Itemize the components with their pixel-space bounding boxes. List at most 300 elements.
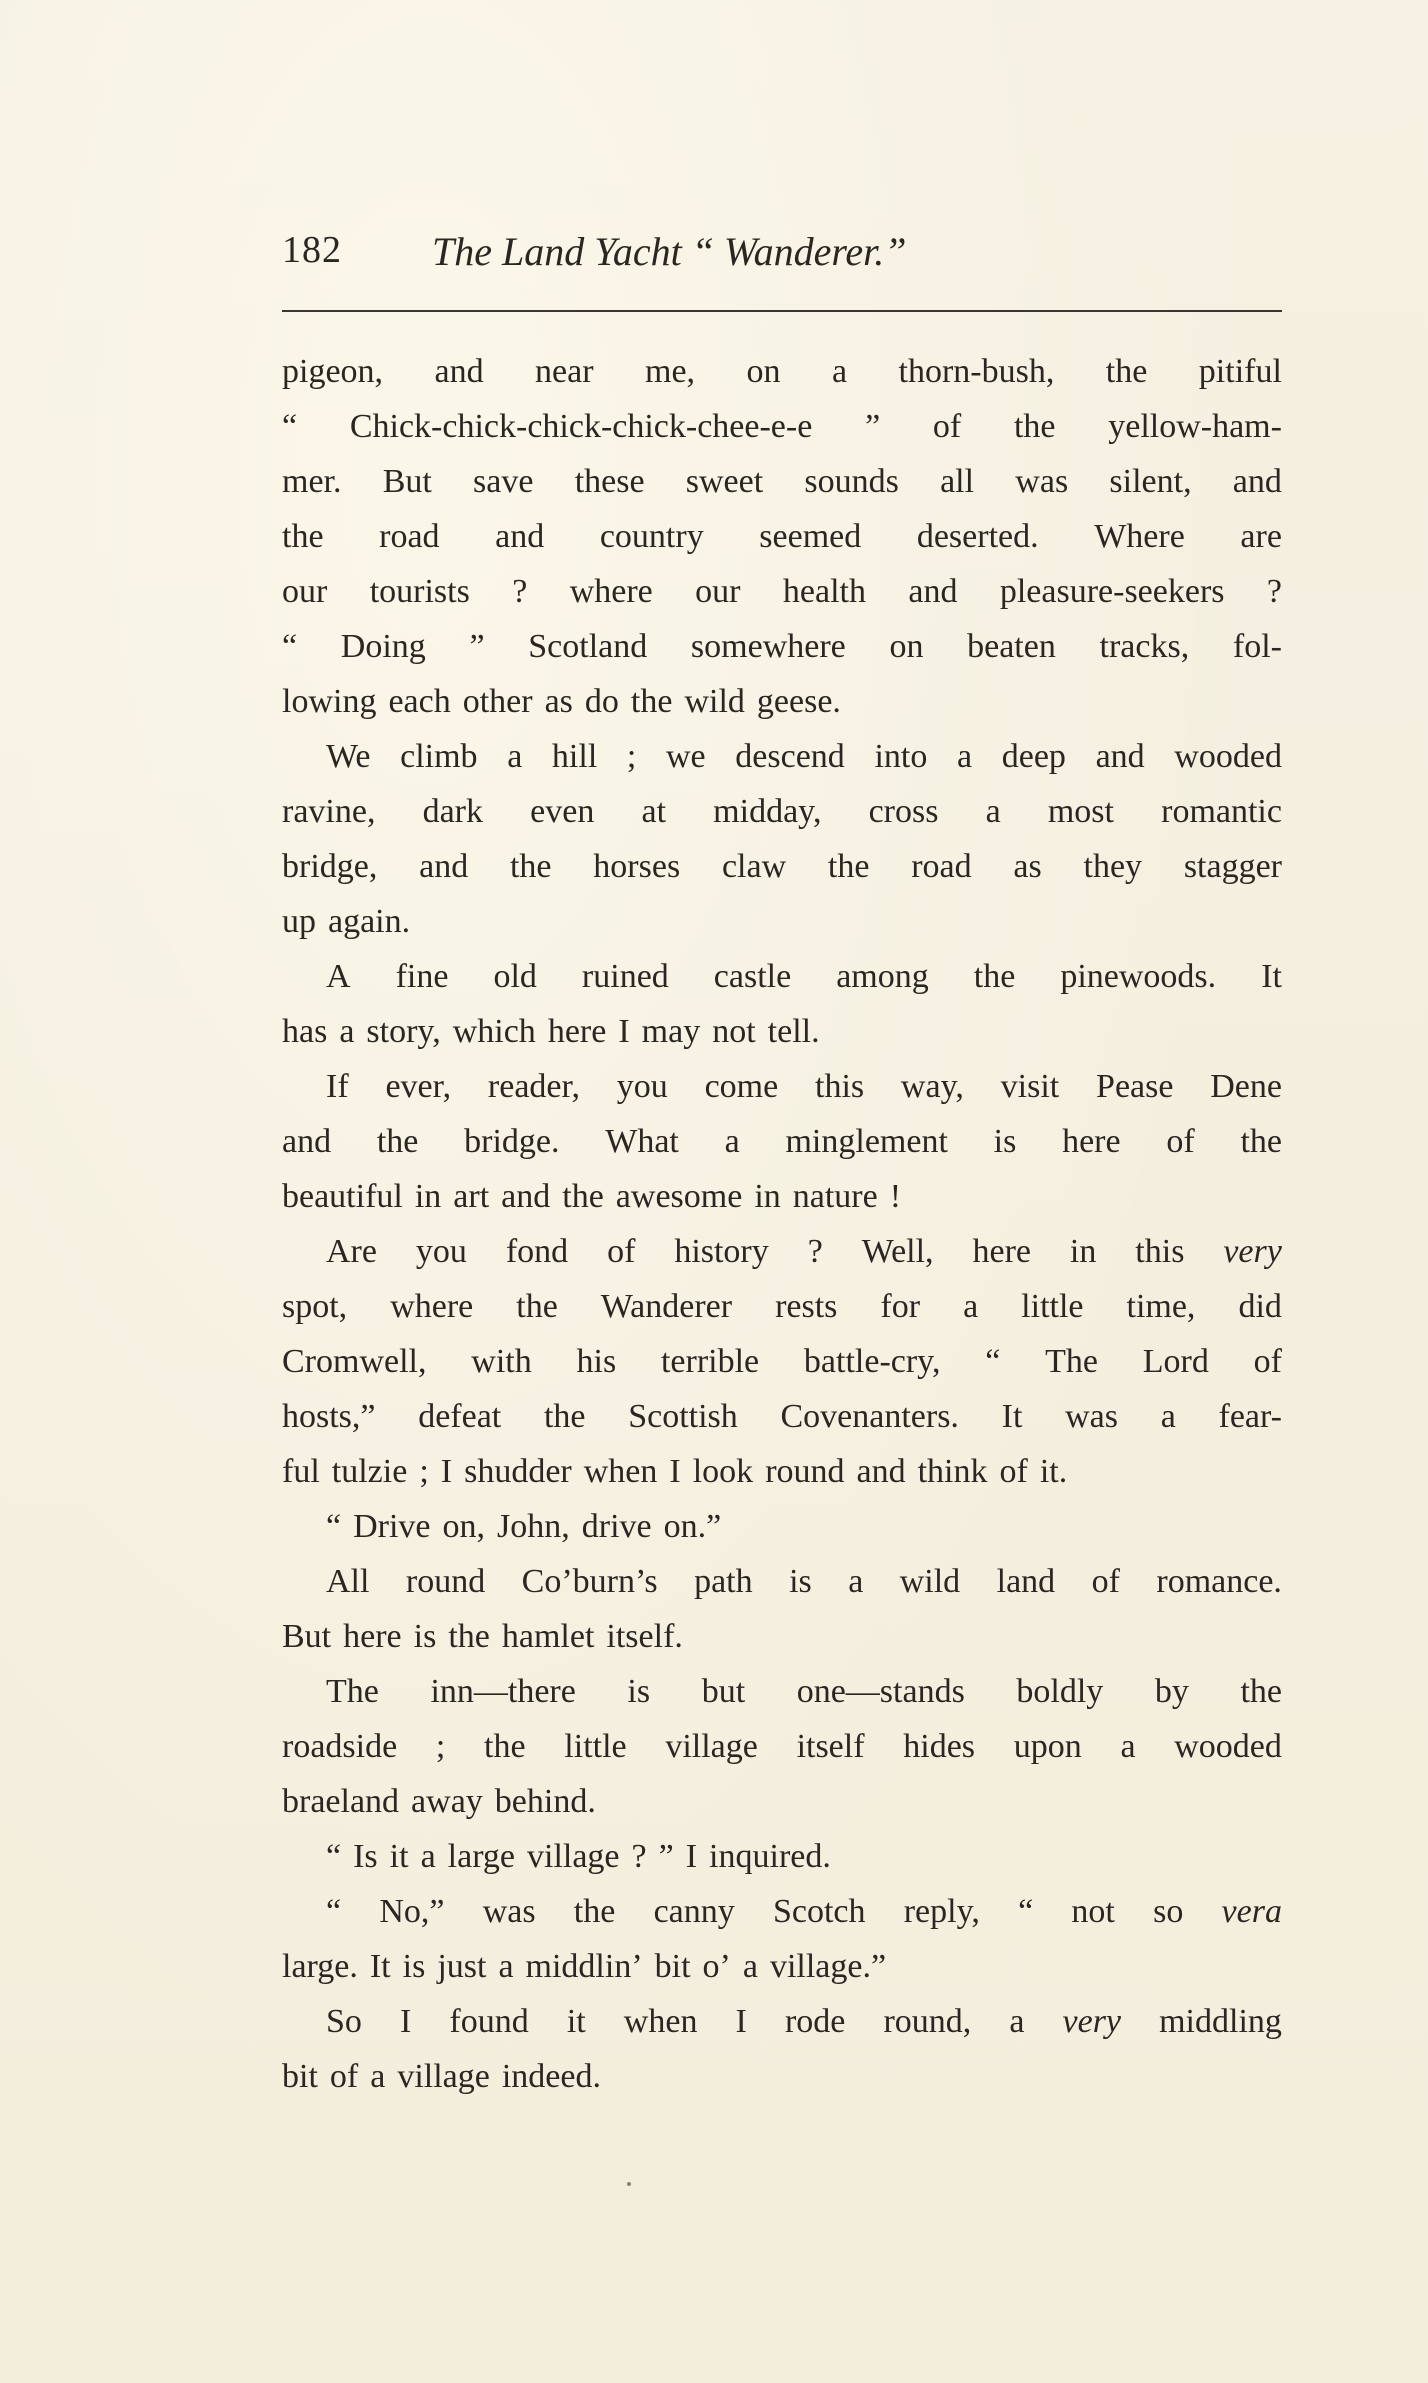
text-word: Dene <box>1210 1068 1282 1105</box>
text-line <box>282 454 1282 509</box>
paper-speck <box>627 2182 631 2186</box>
text-line <box>282 1279 1282 1334</box>
text-word: So <box>326 2003 362 2040</box>
text-word: o’ <box>702 1948 731 1985</box>
text-word: time, <box>1126 1288 1196 1325</box>
text-word: It <box>369 1948 391 1985</box>
text-word: and <box>282 1123 332 1160</box>
text-word: descend <box>735 738 845 775</box>
text-word: climb <box>400 738 478 775</box>
text-line <box>282 839 1282 894</box>
text-word: fol- <box>1232 628 1282 665</box>
text-word: reply, <box>903 1893 980 1930</box>
text-word: bit <box>282 2058 318 2095</box>
text-word: here <box>343 1618 402 1655</box>
text-word: land <box>996 1563 1056 1600</box>
text-word: road <box>379 518 440 555</box>
text-word: ; <box>435 1728 446 1765</box>
text-word: is <box>993 1123 1017 1160</box>
text-word: Is <box>353 1838 378 1875</box>
text-word: Scottish <box>628 1398 738 1435</box>
text-line <box>282 1774 1282 1829</box>
text-line <box>282 1994 1282 2049</box>
text-word: path <box>694 1563 753 1600</box>
text-word: fond <box>505 1233 569 1270</box>
text-word: here <box>547 1013 607 1050</box>
text-word: silent, <box>1109 463 1192 500</box>
text-word: the <box>516 1288 558 1325</box>
text-word: ! <box>889 1178 902 1215</box>
text-word: village.” <box>769 1948 887 1985</box>
text-word: sweet <box>685 463 764 500</box>
text-word: castle <box>713 958 792 995</box>
text-word: are <box>1240 518 1282 555</box>
text-word: with <box>471 1343 532 1380</box>
text-line <box>282 1389 1282 1444</box>
text-word: of <box>607 1233 636 1270</box>
text-word: terrible <box>660 1343 760 1380</box>
text-word: may <box>641 1013 701 1050</box>
running-title: The Land Yacht “ Wanderer.” <box>432 229 907 274</box>
text-word: spot, <box>282 1288 348 1325</box>
text-word: and <box>434 353 484 390</box>
text-word: it <box>566 2003 586 2040</box>
text-word: come <box>704 1068 779 1105</box>
text-word: ? <box>1266 573 1282 610</box>
text-word: wooded <box>1174 738 1282 775</box>
text-word: ? <box>631 1838 647 1875</box>
text-word: awesome <box>615 1178 743 1215</box>
text-word: a <box>724 1123 740 1160</box>
text-word: pigeon, <box>282 353 384 390</box>
text-word: is <box>402 1948 426 1985</box>
text-word: so <box>1153 1893 1184 1930</box>
text-word: in <box>1069 1233 1097 1270</box>
text-word: up <box>282 903 316 940</box>
text-word: ? <box>807 1233 823 1270</box>
text-word: Chick-chick-chick-chick-chee-e-e <box>349 408 813 445</box>
text-word: midday, <box>713 793 822 830</box>
text-word: save <box>473 463 534 500</box>
text-word: sounds <box>804 463 899 500</box>
text-word: the <box>1240 1123 1282 1160</box>
text-word: is <box>627 1673 651 1710</box>
body-text <box>282 344 1282 2104</box>
text-word: not <box>712 1013 756 1050</box>
text-word: this <box>815 1068 865 1105</box>
text-word: the <box>376 1123 419 1160</box>
text-word: and <box>501 1178 551 1215</box>
text-word: stagger <box>1183 848 1282 885</box>
text-word: hides <box>903 1728 976 1765</box>
text-word: claw <box>721 848 787 885</box>
text-word: ; <box>626 738 637 775</box>
text-word: the <box>509 848 552 885</box>
text-word: “ <box>326 1893 342 1930</box>
text-word: I <box>685 1838 698 1875</box>
text-word: most <box>1047 793 1114 830</box>
text-word: Well, <box>861 1233 934 1270</box>
text-word: hamlet <box>501 1618 595 1655</box>
text-word: round <box>405 1563 486 1600</box>
text-word: yellow-ham- <box>1108 408 1282 445</box>
text-line <box>282 1664 1282 1719</box>
text-word: reader, <box>487 1068 580 1105</box>
text-word: large <box>447 1838 515 1875</box>
text-word: “ <box>326 1508 342 1545</box>
text-word: on, <box>442 1508 486 1545</box>
text-word: “ <box>326 1838 342 1875</box>
text-line <box>282 1719 1282 1774</box>
text-word: pitiful <box>1198 353 1282 390</box>
header-rule <box>282 310 1282 312</box>
text-word: ; <box>419 1453 429 1490</box>
text-word: we <box>666 738 706 775</box>
text-word: tell. <box>767 1013 820 1050</box>
text-word: vera <box>1221 1893 1282 1930</box>
text-word: tourists <box>369 573 470 610</box>
text-word: you <box>616 1068 668 1105</box>
text-line <box>282 949 1282 1004</box>
text-word: hill <box>551 738 598 775</box>
text-line <box>282 1884 1282 1939</box>
text-word: on <box>746 353 781 390</box>
text-word: in <box>414 1178 442 1215</box>
text-word: middlin’ <box>525 1948 643 1985</box>
text-word: a <box>498 1948 514 1985</box>
text-word: rests <box>775 1288 838 1325</box>
text-word: inn—there <box>430 1673 576 1710</box>
text-word: fine <box>395 958 449 995</box>
text-word: the <box>1105 353 1148 390</box>
text-word: Scotch <box>772 1893 866 1930</box>
text-word: at <box>641 793 667 830</box>
text-word: shudder <box>464 1453 572 1490</box>
text-word: A <box>326 958 351 995</box>
text-word: near <box>535 353 594 390</box>
text-word: All <box>326 1563 370 1600</box>
text-word: when <box>583 1453 658 1490</box>
text-word: of <box>999 1453 1028 1490</box>
text-line <box>282 1939 1282 1994</box>
text-line <box>282 344 1282 399</box>
text-word: Wanderer <box>600 1288 733 1325</box>
text-word: Where <box>1094 518 1185 555</box>
text-word: the <box>1013 408 1056 445</box>
text-word: I <box>400 2003 412 2040</box>
text-word: pleasure-seekers <box>999 573 1225 610</box>
text-word: was <box>482 1893 536 1930</box>
text-line <box>282 1444 1282 1499</box>
text-word: wild <box>684 683 745 720</box>
text-word: village <box>397 2058 490 2095</box>
text-word: and <box>1232 463 1282 500</box>
text-word: among <box>836 958 929 995</box>
text-word: Doing <box>340 628 426 665</box>
text-word: me, <box>645 353 696 390</box>
text-word: braeland <box>282 1783 400 1820</box>
text-word: for <box>880 1288 921 1325</box>
text-word: hosts,” <box>282 1398 376 1435</box>
text-word: Drive <box>353 1508 431 1545</box>
text-word: the <box>562 1178 604 1215</box>
text-word: other <box>462 683 533 720</box>
text-word: drive <box>581 1508 652 1545</box>
text-word: the <box>1240 1673 1282 1710</box>
text-word: a <box>1120 1728 1136 1765</box>
text-word: little <box>1021 1288 1084 1325</box>
text-line <box>282 1829 1282 1884</box>
text-word: village <box>527 1838 620 1875</box>
text-word: bridge, <box>282 848 378 885</box>
text-word: the <box>484 1728 526 1765</box>
text-word: one—stands <box>796 1673 965 1710</box>
running-header <box>282 228 1282 288</box>
text-line <box>282 729 1282 784</box>
text-word: beautiful <box>282 1178 403 1215</box>
text-word: Cromwell, <box>282 1343 427 1380</box>
text-word: indeed. <box>501 2058 601 2095</box>
text-word: Scotland <box>528 628 648 665</box>
text-word: I <box>618 1013 630 1050</box>
text-line <box>282 1114 1282 1169</box>
text-word: is <box>789 1563 812 1600</box>
text-word: itself. <box>606 1618 683 1655</box>
text-word: If <box>326 1068 349 1105</box>
text-line <box>282 1169 1282 1224</box>
text-word: and <box>1095 738 1145 775</box>
text-line <box>282 674 1282 729</box>
text-word: dark <box>422 793 484 830</box>
text-word: art <box>453 1178 490 1215</box>
text-word: inquired. <box>709 1838 831 1875</box>
text-word: ? <box>512 573 528 610</box>
text-word: romance. <box>1156 1563 1282 1600</box>
text-word: I <box>669 1453 681 1490</box>
text-word: wooded <box>1174 1728 1282 1765</box>
text-word: tulzie <box>331 1453 408 1490</box>
text-word: again. <box>328 903 411 940</box>
text-word: What <box>605 1123 679 1160</box>
text-word: old <box>493 958 537 995</box>
text-word: look <box>692 1453 754 1490</box>
text-word: The <box>326 1673 379 1710</box>
text-line <box>282 1004 1282 1059</box>
text-word: fear- <box>1218 1398 1282 1435</box>
text-word: Co’burn’s <box>521 1563 658 1600</box>
text-word: a <box>742 1948 758 1985</box>
text-line <box>282 1059 1282 1114</box>
text-word: on <box>889 628 924 665</box>
text-word: is <box>413 1618 437 1655</box>
text-word: middling <box>1159 2003 1282 2040</box>
text-word: a <box>370 2058 386 2095</box>
text-word: round, <box>883 2003 972 2040</box>
text-word: country <box>599 518 704 555</box>
text-word: We <box>326 738 371 775</box>
text-line <box>282 894 1282 949</box>
text-word: lowing <box>282 683 377 720</box>
text-line <box>282 1499 1282 1554</box>
text-line <box>282 784 1282 839</box>
text-word: It <box>1261 958 1282 995</box>
text-line <box>282 1554 1282 1609</box>
text-word: It <box>1001 1398 1023 1435</box>
text-word: his <box>576 1343 617 1380</box>
text-word: No,” <box>379 1893 445 1930</box>
text-word: way, <box>900 1068 964 1105</box>
text-word: of <box>329 2058 359 2095</box>
text-word: a <box>985 793 1001 830</box>
text-word: wild <box>899 1563 961 1600</box>
text-word: where <box>390 1288 474 1325</box>
text-word: minglement <box>785 1123 948 1160</box>
text-word: tracks, <box>1099 628 1190 665</box>
text-word: thorn-bush, <box>898 353 1055 390</box>
text-word: geese. <box>756 683 841 720</box>
text-word: you <box>415 1233 467 1270</box>
text-word: of <box>932 408 962 445</box>
text-word: bit <box>654 1948 691 1985</box>
text-word: do <box>584 683 619 720</box>
text-word: battle-cry, <box>803 1343 941 1380</box>
text-word: a <box>848 1563 864 1600</box>
text-word: I <box>735 2003 747 2040</box>
text-word: nature <box>792 1178 878 1215</box>
text-word: John, <box>497 1508 570 1545</box>
text-word: a <box>963 1288 979 1325</box>
text-word: our <box>282 573 328 610</box>
text-word: as <box>1013 848 1042 885</box>
text-word: rode <box>784 2003 846 2040</box>
text-word: the <box>973 958 1016 995</box>
text-line <box>282 619 1282 674</box>
text-word: large. <box>282 1948 358 1985</box>
text-word: on.” <box>663 1508 722 1545</box>
text-word: just <box>437 1948 487 1985</box>
text-word: Are <box>326 1233 377 1270</box>
text-word: romantic <box>1161 793 1282 830</box>
text-word: behind. <box>494 1783 596 1820</box>
text-word: visit <box>1000 1068 1060 1105</box>
text-word: deserted. <box>916 518 1039 555</box>
text-word: a <box>1160 1398 1176 1435</box>
text-word: ” <box>865 408 881 445</box>
text-word: even <box>530 793 595 830</box>
text-word: very <box>1062 2003 1122 2040</box>
text-word: think <box>917 1453 988 1490</box>
text-word: a <box>420 1838 436 1875</box>
text-word: “ <box>985 1343 1001 1380</box>
text-word: the <box>543 1398 586 1435</box>
text-word: somewhere <box>690 628 846 665</box>
text-line <box>282 2049 1282 2104</box>
text-word: as <box>544 683 573 720</box>
text-word: Pease <box>1096 1068 1174 1105</box>
text-word: boldly <box>1016 1673 1104 1710</box>
text-line <box>282 1224 1282 1279</box>
text-word: ful <box>282 1453 320 1490</box>
text-word: found <box>449 2003 529 2040</box>
text-word: and <box>419 848 469 885</box>
text-line <box>282 1334 1282 1389</box>
text-word: health <box>782 573 866 610</box>
text-word: these <box>574 463 645 500</box>
text-line <box>282 399 1282 454</box>
text-line <box>282 1609 1282 1664</box>
text-word: roadside <box>282 1728 398 1765</box>
text-word: ” <box>469 628 485 665</box>
text-word: village <box>665 1728 758 1765</box>
text-word: has <box>282 1013 328 1050</box>
text-word: a <box>1009 2003 1025 2040</box>
text-word: each <box>388 683 451 720</box>
text-word: ” <box>658 1838 674 1875</box>
text-word: itself <box>796 1728 865 1765</box>
text-word: bridge. <box>464 1123 560 1160</box>
text-word: “ <box>282 408 298 445</box>
text-word: pinewoods. <box>1060 958 1217 995</box>
text-word: the <box>282 518 324 555</box>
text-word: the <box>827 848 870 885</box>
text-word: The <box>1045 1343 1098 1380</box>
text-word: little <box>564 1728 627 1765</box>
text-word: it. <box>1039 1453 1068 1490</box>
text-word: in <box>754 1178 781 1215</box>
text-word: very <box>1223 1233 1282 1270</box>
text-word: round <box>765 1453 845 1490</box>
text-line <box>282 564 1282 619</box>
text-word: where <box>569 573 653 610</box>
text-word: here <box>972 1233 1031 1270</box>
text-word: a <box>957 738 973 775</box>
text-word: Covenanters. <box>780 1398 959 1435</box>
text-word: defeat <box>418 1398 502 1435</box>
text-word: of <box>1091 1563 1120 1600</box>
text-word: not <box>1071 1893 1115 1930</box>
text-word: when <box>623 2003 698 2040</box>
text-word: which <box>452 1013 536 1050</box>
text-word: this <box>1135 1233 1185 1270</box>
text-word: ruined <box>581 958 669 995</box>
text-word: by <box>1154 1673 1189 1710</box>
text-word: seemed <box>759 518 862 555</box>
text-word: deep <box>1001 738 1066 775</box>
text-word: all <box>940 463 975 500</box>
text-word: beaten <box>967 628 1056 665</box>
text-word: the <box>573 1893 616 1930</box>
text-word: ever, <box>385 1068 452 1105</box>
text-word: But <box>382 463 432 500</box>
text-word: story, <box>366 1013 441 1050</box>
text-word: the <box>630 683 673 720</box>
text-word: into <box>874 738 928 775</box>
text-word: our <box>695 573 741 610</box>
text-word: of <box>1166 1123 1195 1160</box>
text-word: was <box>1065 1398 1119 1435</box>
text-word: I <box>440 1453 453 1490</box>
text-word: road <box>911 848 972 885</box>
text-word: and <box>908 573 958 610</box>
text-word: and <box>495 518 545 555</box>
text-word: “ <box>1018 1893 1034 1930</box>
text-word: a <box>339 1013 355 1050</box>
text-word: they <box>1083 848 1143 885</box>
text-word: of <box>1253 1343 1282 1380</box>
text-word: and <box>856 1453 906 1490</box>
text-word: here <box>1062 1123 1121 1160</box>
text-word: was <box>1015 463 1069 500</box>
